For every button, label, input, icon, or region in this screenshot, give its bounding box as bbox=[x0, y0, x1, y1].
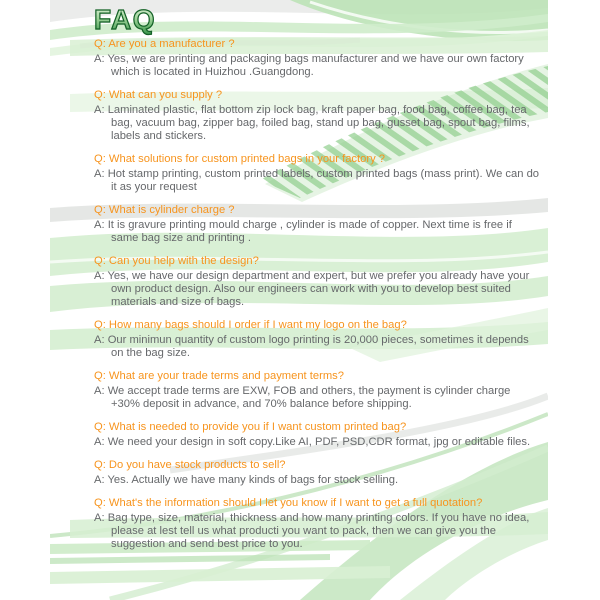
a-prefix: A: bbox=[94, 104, 105, 116]
faq-item bbox=[94, 38, 539, 79]
answer-text: Laminated plastic, flat bottom zip lock bag, kraft paper bag, food bag, coffee bag, tea bag, vacuum bag, zipper bag, foiled bag, stand up bag, gusset bag, spout bag, films, labels and stickers. bbox=[107, 104, 530, 142]
faq-item bbox=[94, 255, 539, 309]
faq-item bbox=[94, 319, 539, 360]
question-text: What solutions for custom printed bags in your factory ? bbox=[108, 153, 386, 165]
q-prefix: Q: bbox=[94, 38, 106, 50]
a-prefix: A: bbox=[94, 474, 105, 486]
question-text: What are your trade terms and payment terms? bbox=[108, 370, 344, 382]
question-text: What can you supply ? bbox=[108, 89, 223, 101]
faq-question bbox=[94, 89, 539, 102]
q-prefix: Q: bbox=[94, 459, 106, 471]
faq-item bbox=[94, 89, 539, 143]
q-prefix: Q: bbox=[94, 204, 106, 216]
q-prefix: Q: bbox=[94, 319, 106, 331]
faq-answer bbox=[94, 219, 539, 245]
faq-answer bbox=[94, 474, 539, 487]
question-text: What is needed to provide you if I want custom printed bag? bbox=[108, 421, 407, 433]
q-prefix: Q: bbox=[94, 153, 106, 165]
faq-answer bbox=[94, 385, 539, 411]
question-text: What is cylinder charge ? bbox=[108, 204, 235, 216]
faq-question bbox=[94, 497, 539, 510]
q-prefix: Q: bbox=[94, 421, 106, 433]
q-prefix: Q: bbox=[94, 89, 106, 101]
question-text: What's the information should I let you know if I want to get a full quotation? bbox=[108, 497, 483, 509]
question-text: How many bags should I order if I want my logo on the bag? bbox=[108, 319, 407, 331]
faq-question bbox=[94, 459, 539, 472]
a-prefix: A: bbox=[94, 334, 105, 346]
a-prefix: A: bbox=[94, 168, 105, 180]
question-text: Are you a manufacturer ? bbox=[108, 38, 235, 50]
question-text: Can you help with the design? bbox=[108, 255, 259, 267]
faq-answer bbox=[94, 334, 539, 360]
answer-text: We accept trade terms are EXW, FOB and others, the payment is cylinder charge +30% deposit in advance, and 70% balance before shipping. bbox=[107, 385, 511, 410]
faq-item bbox=[94, 370, 539, 411]
answer-text: Yes. Actually we have many kinds of bags for stock selling. bbox=[107, 474, 399, 486]
faq-item bbox=[94, 421, 539, 449]
faq-question bbox=[94, 255, 539, 268]
faq-question bbox=[94, 370, 539, 383]
a-prefix: A: bbox=[94, 385, 105, 397]
answer-text: Hot stamp printing, custom printed labels, custom printed bags (mass print). We can do it as your request bbox=[107, 168, 540, 193]
answer-text: Yes, we are printing and packaging bags manufacturer and we have our own factory which is located in Huizhou .Guangdong. bbox=[107, 53, 524, 78]
faq-question bbox=[94, 38, 539, 51]
faq-answer bbox=[94, 512, 539, 551]
faq-answer bbox=[94, 270, 539, 309]
faq-question bbox=[94, 153, 539, 166]
faq-question bbox=[94, 421, 539, 434]
faq-question bbox=[94, 204, 539, 217]
a-prefix: A: bbox=[94, 53, 105, 65]
answer-text: Yes, we have our design department and expert, but we prefer you already have your own product design. Also our engineers can work with you to develop best suited materials and size of bags. bbox=[107, 270, 530, 308]
q-prefix: Q: bbox=[94, 255, 106, 267]
faq-design-canvas bbox=[50, 0, 548, 600]
faq-list bbox=[94, 38, 539, 561]
a-prefix: A: bbox=[94, 436, 105, 448]
question-text: Do you have stock products to sell? bbox=[108, 459, 286, 471]
page-title: FAQ bbox=[94, 4, 157, 35]
faq-answer bbox=[94, 168, 539, 194]
answer-text: It is gravure printing mould charge , cylinder is made of copper. Next time is free if same bag size and printing . bbox=[107, 219, 512, 244]
faq-answer bbox=[94, 53, 539, 79]
faq-item bbox=[94, 459, 539, 487]
faq-answer bbox=[94, 436, 539, 449]
faq-item bbox=[94, 153, 539, 194]
a-prefix: A: bbox=[94, 219, 105, 231]
answer-text: We need your design in soft copy.Like AI, PDF, PSD,CDR format, jpg or editable files. bbox=[107, 436, 531, 448]
q-prefix: Q: bbox=[94, 497, 106, 509]
faq-question bbox=[94, 319, 539, 332]
faq-item bbox=[94, 204, 539, 245]
faq-answer bbox=[94, 104, 539, 143]
a-prefix: A: bbox=[94, 270, 105, 282]
answer-text: Bag type, size, material, thickness and how many printing colors. If you have no idea, please at lest tell us what producti you want to pack, then we can give you the suggestion and send best price to you. bbox=[107, 512, 530, 550]
a-prefix: A: bbox=[94, 512, 105, 524]
answer-text: Our minimun quantity of custom logo printing is 20,000 pieces, sometimes it depends on the bag size. bbox=[107, 334, 529, 359]
q-prefix: Q: bbox=[94, 370, 106, 382]
faq-item bbox=[94, 497, 539, 551]
